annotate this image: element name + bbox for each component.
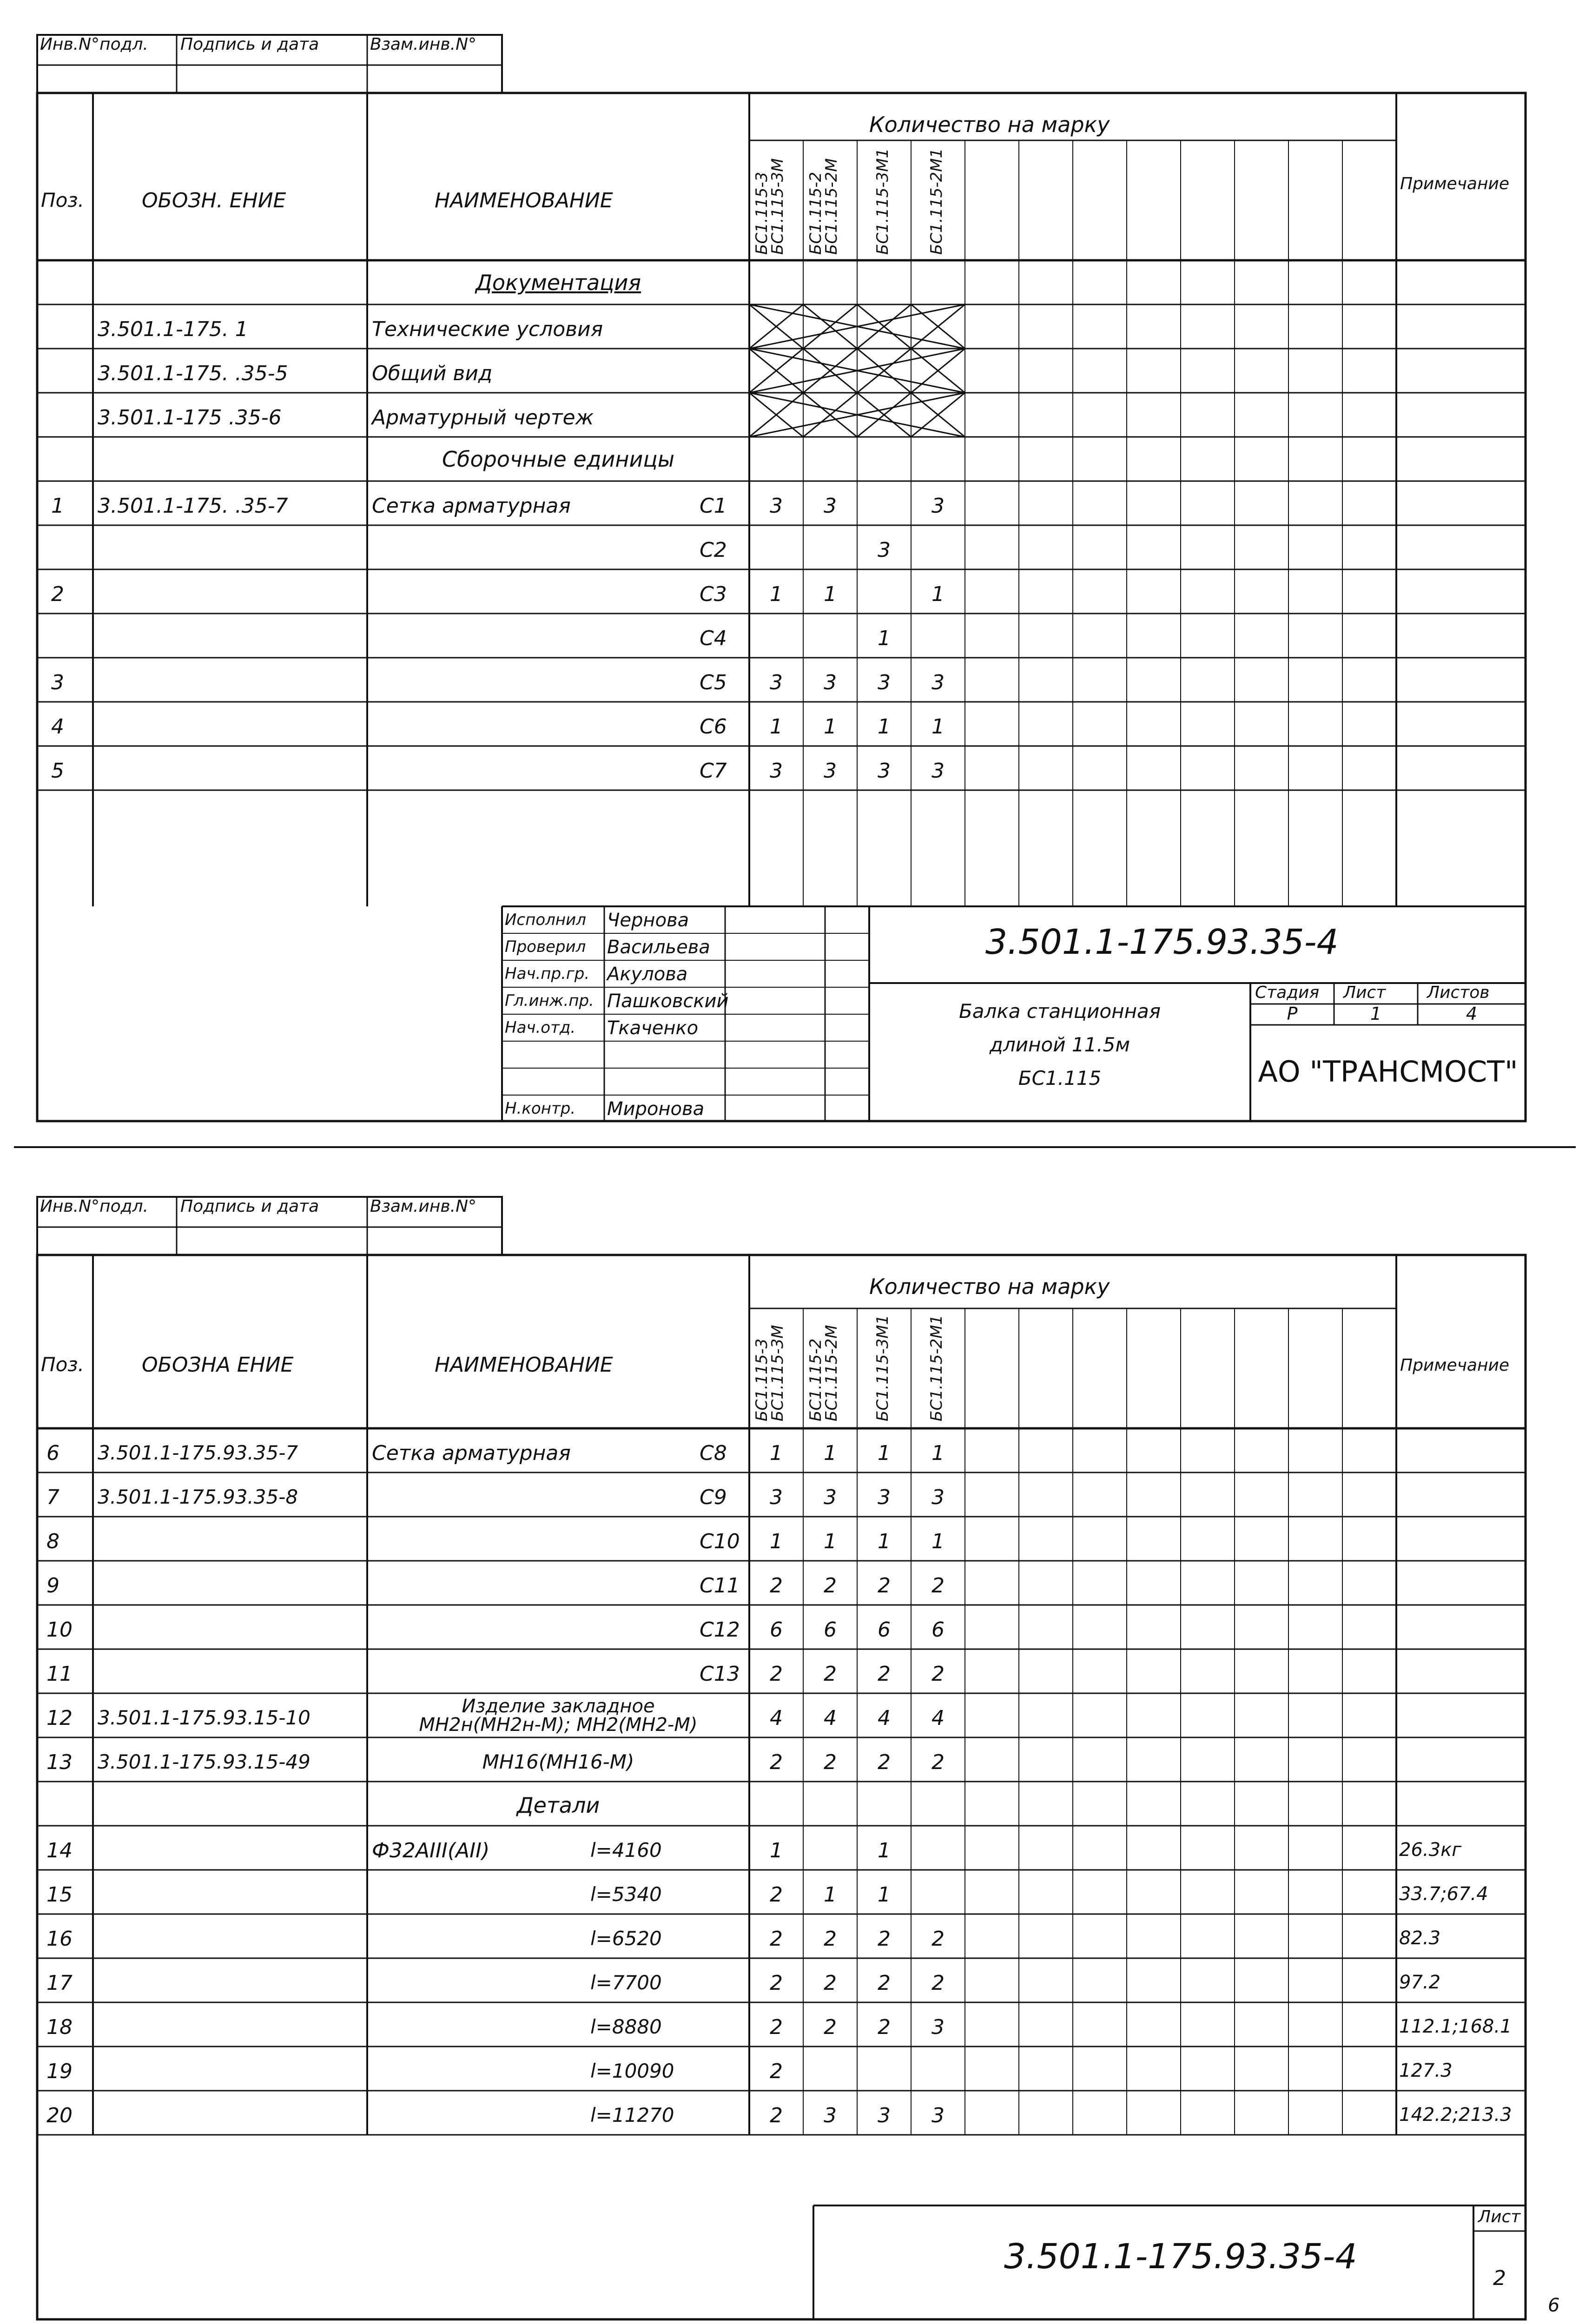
row-qty: 3 [878, 759, 891, 783]
corner-label-replace: Взам.инв.N° [370, 1197, 477, 1216]
stamp-stage: Р [1287, 1004, 1298, 1024]
row-pos: 12 [46, 1706, 73, 1730]
row-qty: 6 [770, 1618, 783, 1642]
row-qty: 4 [770, 1706, 783, 1730]
row-pos: 8 [46, 1530, 59, 1553]
row-qty: 1 [878, 715, 891, 739]
row-qty: 2 [931, 1971, 945, 1995]
row-pos: 6 [46, 1441, 59, 1465]
row-code: 3.501.1-175.93.15-49 [98, 1750, 310, 1773]
row-pos: 14 [46, 1839, 73, 1862]
mark-1: БС1.115-2М [822, 158, 841, 255]
stamp-name: Васильева [607, 937, 710, 958]
stamp-name: Акулова [607, 964, 688, 985]
row-pos: 3 [51, 671, 64, 694]
row-qty: 3 [770, 671, 783, 694]
row-qty: 2 [770, 2060, 783, 2083]
header-kolichestvo: Количество на марку [869, 1274, 1110, 1299]
row-qty: 1 [824, 715, 837, 739]
row-qty: 3 [770, 494, 783, 518]
row-mark: С8 [700, 1441, 727, 1465]
header-naimenovanie: НАИМЕНОВАНИЕ [435, 189, 613, 212]
row-name: Общий вид [372, 362, 493, 385]
row-qty: 2 [878, 1971, 891, 1995]
corner-label-signature: Подпись и дата [180, 35, 319, 54]
corner-label-inv: Инв.N°подл. [40, 1197, 148, 1216]
row-qty: 6 [931, 1618, 945, 1642]
row-name: Сетка арматурная [372, 1441, 571, 1465]
row-qty: 3 [878, 538, 891, 562]
row-qty: 1 [878, 1883, 891, 1907]
header-oboznachenie: ОБОЗН. ЕНИЕ [142, 189, 286, 212]
row-mark: С7 [700, 759, 727, 783]
row-pos: 17 [46, 1971, 73, 1995]
row-qty: 2 [824, 1927, 837, 1951]
row-pos: 7 [46, 1486, 59, 1509]
stamp-role: Нач.пр.гр. [505, 964, 590, 983]
mark-1: БС1.115-2 [806, 172, 825, 255]
row-note: 112.1;168.1 [1399, 2016, 1512, 2037]
row-code: 3.501.1-175.93.35-7 [98, 1441, 298, 1464]
row-pos: 9 [46, 1574, 59, 1598]
row-mark: С1 [700, 494, 727, 518]
row-qty: 3 [770, 759, 783, 783]
row-name: Арматурный чертеж [372, 406, 594, 429]
row-note: 142.2;213.3 [1399, 2104, 1512, 2126]
row-qty: 2 [770, 1971, 783, 1995]
row-qty: 4 [931, 1706, 945, 1730]
row-qty: 2 [931, 1662, 945, 1686]
row-qty: 3 [931, 759, 945, 783]
row-name: МН16(МН16-М) [482, 1750, 634, 1773]
row-qty: 1 [878, 1530, 891, 1553]
stamp-name: Ткаченко [607, 1017, 699, 1039]
row-qty: 1 [878, 1441, 891, 1465]
row-qty: 2 [878, 1574, 891, 1598]
stamp-sheets: 4 [1466, 1004, 1478, 1024]
row-qty: 3 [878, 2104, 891, 2127]
row-code: 3.501.1-175. .35-5 [98, 362, 288, 385]
row-code: 3.501.1-175.93.15-10 [98, 1706, 310, 1729]
row-name: Изделие закладное [462, 1696, 655, 1717]
row-qty: 2 [770, 1574, 783, 1598]
stamp-name: Миронова [607, 1098, 705, 1120]
row-qty: 2 [931, 1927, 945, 1951]
row-mark: С11 [700, 1574, 740, 1598]
row-qty: 1 [770, 1839, 783, 1862]
row-qty: 3 [824, 1486, 837, 1509]
stamp-role: Исполнил [505, 911, 586, 929]
header-kolichestvo: Количество на марку [869, 112, 1110, 137]
row-qty: 1 [770, 715, 783, 739]
row-note: 127.3 [1399, 2060, 1453, 2081]
mark-1: БС1.115-2 [806, 1338, 825, 1421]
row-qty: 1 [824, 1883, 837, 1907]
row-qty: 1 [931, 1441, 945, 1465]
row-mark: С9 [700, 1486, 727, 1509]
row-qty: 2 [824, 1750, 837, 1774]
header-primechanie: Примечание [1400, 174, 1510, 193]
stamp-stage-label: Стадия [1255, 983, 1320, 1002]
row-pos: 5 [51, 759, 64, 783]
stamp-org: АО "ТРАНСМОСТ" [1258, 1055, 1518, 1089]
row-pos: 20 [46, 2104, 73, 2127]
row-qty: 2 [878, 1927, 891, 1951]
row-qty: 1 [824, 582, 837, 606]
mark-3: БС1.115-2М1 [927, 1314, 946, 1421]
row-qty: 2 [931, 1750, 945, 1774]
row-mark: С3 [700, 582, 727, 606]
corner-label-replace: Взам.инв.N° [370, 35, 477, 54]
row-note: 26.3кг [1399, 1839, 1462, 1861]
row-qty: 4 [824, 1706, 837, 1730]
row-length: l=10090 [590, 2060, 674, 2082]
row-qty: 3 [824, 671, 837, 694]
footer-sheet-label: Лист [1478, 2207, 1521, 2226]
mark-0: БС1.115-3М [768, 158, 787, 255]
row-qty: 2 [824, 1574, 837, 1598]
row-name-2: МН2н(МН2н-М); МН2(МН2-М) [419, 1714, 698, 1736]
row-qty: 3 [878, 1486, 891, 1509]
row-qty: 2 [824, 1971, 837, 1995]
row-length: l=6520 [590, 1927, 662, 1950]
row-qty: 1 [770, 1530, 783, 1553]
row-qty: 3 [824, 2104, 837, 2127]
row-qty: 2 [770, 1662, 783, 1686]
row-pos: 18 [46, 2015, 73, 2039]
row-qty: 1 [770, 1441, 783, 1465]
row-qty: 1 [878, 627, 891, 650]
section-title: Сборочные единицы [442, 447, 675, 472]
header-naimenovanie: НАИМЕНОВАНИЕ [435, 1353, 613, 1377]
row-pos: 11 [46, 1662, 73, 1686]
row-qty: 2 [824, 2015, 837, 2039]
row-qty: 3 [931, 2015, 945, 2039]
row-mark: С5 [700, 671, 727, 694]
stamp-sheet: 1 [1370, 1004, 1382, 1024]
row-qty: 2 [770, 1927, 783, 1951]
row-qty: 3 [931, 494, 945, 518]
row-qty: 1 [824, 1530, 837, 1553]
stamp-role: Н.контр. [505, 1099, 576, 1118]
row-qty: 1 [770, 582, 783, 606]
stamp-name: Пашковский [607, 990, 729, 1012]
row-mark: С6 [700, 715, 727, 739]
mark-0: БС1.115-3М [768, 1325, 787, 1421]
mark-0: БС1.115-3 [753, 1338, 771, 1421]
row-note: 33.7;67.4 [1399, 1883, 1488, 1905]
footer-doc-code: 3.501.1-175.93.35-4 [1004, 2237, 1357, 2277]
row-note: 97.2 [1399, 1972, 1441, 1993]
row-pos: 15 [46, 1883, 73, 1907]
row-length: l=7700 [590, 1971, 662, 1994]
row-qty: 1 [878, 1839, 891, 1862]
row-mark: С12 [700, 1618, 740, 1642]
row-length: l=11270 [590, 2104, 674, 2126]
row-qty: 2 [878, 1662, 891, 1686]
row-qty: 4 [878, 1706, 891, 1730]
row-mark: С10 [700, 1530, 740, 1553]
row-code: 3.501.1-175 .35-6 [98, 406, 282, 429]
row-qty: 3 [824, 494, 837, 518]
row-code: 3.501.1-175. 1 [98, 317, 248, 341]
row-pos: 16 [46, 1927, 73, 1951]
header-primechanie: Примечание [1400, 1356, 1510, 1375]
stamp-name: Чернова [607, 910, 689, 931]
row-pos: 10 [46, 1618, 73, 1642]
row-length: l=5340 [590, 1883, 662, 1906]
row-qty: 2 [770, 2015, 783, 2039]
row-mark: С13 [700, 1662, 740, 1686]
row-qty: 2 [878, 1750, 891, 1774]
stamp-doc-code: 3.501.1-175.93.35-4 [985, 922, 1339, 962]
stamp-title-line: Балка станционная [958, 1000, 1161, 1023]
row-qty: 2 [770, 1750, 783, 1774]
mark-3: БС1.115-2М1 [927, 148, 946, 255]
mark-0: БС1.115-3 [753, 172, 771, 255]
stamp-role: Проверил [505, 938, 586, 956]
row-code: 3.501.1-175.93.35-8 [98, 1486, 298, 1508]
row-name: Ф32АIII(АII) [372, 1839, 490, 1862]
row-qty: 6 [878, 1618, 891, 1642]
mark-2: БС1.115-3М1 [873, 1314, 892, 1421]
row-qty: 1 [931, 715, 945, 739]
row-length: l=4160 [590, 1839, 662, 1862]
row-qty: 2 [824, 1662, 837, 1686]
row-qty: 3 [931, 2104, 945, 2127]
row-mark: С4 [700, 627, 727, 650]
stamp-title-line: длиной 11.5м [989, 1033, 1130, 1056]
stamp-title-line: БС1.115 [1018, 1067, 1102, 1089]
row-qty: 1 [931, 582, 945, 606]
row-qty: 2 [770, 2104, 783, 2127]
stamp-role: Гл.инж.пр. [505, 991, 594, 1010]
stamp-sheet-label: Лист [1343, 983, 1386, 1002]
stamp-sheets-label: Листов [1427, 983, 1490, 1002]
row-pos: 19 [46, 2060, 73, 2083]
row-qty: 3 [878, 671, 891, 694]
corner-label-inv: Инв.N°подл. [40, 35, 148, 54]
section-title: Детали [516, 1793, 600, 1818]
row-qty: 2 [878, 2015, 891, 2039]
row-qty: 2 [931, 1574, 945, 1598]
row-length: l=8880 [590, 2015, 662, 2038]
row-qty: 1 [931, 1530, 945, 1553]
row-qty: 3 [824, 759, 837, 783]
header-poz: Поз. [41, 189, 84, 211]
row-qty: 3 [770, 1486, 783, 1509]
row-qty: 3 [931, 671, 945, 694]
row-note: 82.3 [1399, 1928, 1441, 1949]
header-oboznachenie: ОБОЗНА ЕНИЕ [142, 1353, 294, 1377]
row-pos: 4 [51, 715, 64, 739]
mark-1: БС1.115-2М [822, 1325, 841, 1421]
row-mark: С2 [700, 538, 727, 562]
header-poz: Поз. [41, 1353, 84, 1376]
row-qty: 6 [824, 1618, 837, 1642]
corner-label-signature: Подпись и дата [180, 1197, 319, 1216]
row-qty: 1 [824, 1441, 837, 1465]
margin-mark: 6 [1548, 2295, 1560, 2316]
row-name: Сетка арматурная [372, 494, 571, 518]
row-qty: 3 [931, 1486, 945, 1509]
footer-sheet: 2 [1493, 2266, 1506, 2290]
row-pos: 13 [46, 1750, 73, 1774]
section-title: Документация [475, 270, 641, 295]
row-pos: 1 [51, 494, 64, 518]
stamp-role: Нач.отд. [505, 1018, 576, 1037]
mark-2: БС1.115-3М1 [873, 148, 892, 255]
row-name: Технические условия [372, 317, 603, 341]
row-qty: 2 [770, 1883, 783, 1907]
row-code: 3.501.1-175. .35-7 [98, 494, 288, 518]
row-pos: 2 [51, 582, 64, 606]
